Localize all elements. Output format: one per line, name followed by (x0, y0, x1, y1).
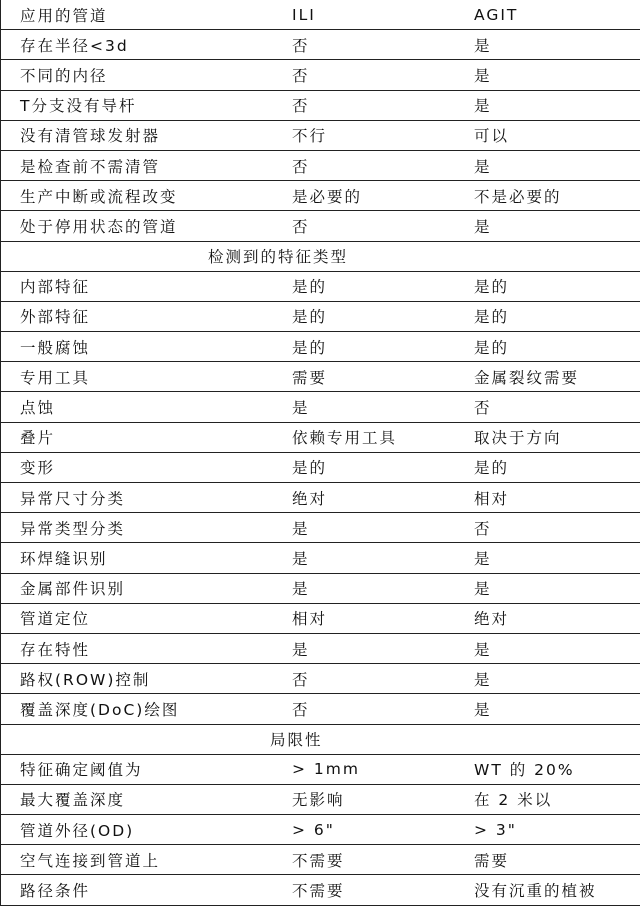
table-row (0, 755, 640, 785)
section-detected-feature-types (0, 242, 640, 272)
ili-value: > 6" (292, 820, 335, 839)
agit-value: 没有沉重的植被 (474, 882, 597, 901)
table-row (0, 302, 640, 332)
row-label: 空气连接到管道上 (20, 851, 161, 870)
row-label: 异常类型分类 (20, 519, 126, 538)
table-header-row (0, 0, 640, 30)
agit-value: 否 (474, 399, 492, 418)
row-label: 金属部件识别 (20, 580, 126, 599)
table-row (0, 30, 640, 60)
ili-value: 不行 (292, 127, 328, 146)
row-label: 点蚀 (20, 399, 56, 418)
row-label: 管道外径(OD) (20, 821, 135, 840)
agit-value: 是 (474, 700, 492, 719)
table-row (0, 121, 640, 151)
section-title: 局限性 (270, 731, 323, 750)
ili-value: 相对 (292, 610, 328, 629)
agit-value: 是 (474, 217, 492, 236)
section-title: 检测到的特征类型 (208, 248, 349, 267)
row-label: 专用工具 (20, 368, 91, 387)
table-row (0, 151, 640, 181)
agit-value: 是 (474, 670, 492, 689)
table-row (0, 785, 640, 815)
row-label: 异常尺寸分类 (20, 489, 126, 508)
ili-value: 需要 (292, 368, 328, 387)
table-row (0, 91, 640, 121)
agit-value: 在 2 米以 (474, 791, 553, 810)
agit-value: 是 (474, 36, 492, 55)
ili-value: 依赖专用工具 (292, 429, 398, 448)
ili-value: 是 (292, 399, 310, 418)
row-label: 不同的内径 (20, 66, 108, 85)
row-label: 路径条件 (20, 882, 91, 901)
row-label: 存在特性 (20, 640, 91, 659)
ili-value: 是的 (292, 338, 328, 357)
table-row (0, 604, 640, 634)
ili-value: 是 (292, 549, 310, 568)
ili-value: 是 (292, 640, 310, 659)
ili-value: 无影响 (292, 791, 345, 810)
table-row (0, 453, 640, 483)
agit-value: 是的 (474, 278, 510, 297)
agit-value: 取决于方向 (474, 429, 562, 448)
row-label: 叠片 (20, 429, 56, 448)
row-label: 生产中断或流程改变 (20, 187, 178, 206)
agit-value: 可以 (474, 127, 510, 146)
table-row (0, 634, 640, 664)
table-row (0, 543, 640, 573)
agit-value: 金属裂纹需要 (474, 368, 580, 387)
ili-value: 否 (292, 36, 310, 55)
agit-value: 是 (474, 97, 492, 116)
table-row (0, 392, 640, 422)
row-label: T分支没有导杆 (20, 97, 137, 116)
agit-value: 是的 (474, 308, 510, 327)
header-agit: AGIT (474, 5, 519, 24)
row-label: 是检查前不需清管 (20, 157, 161, 176)
agit-value: 是的 (474, 459, 510, 478)
row-label: 管道定位 (20, 610, 91, 629)
table-row (0, 875, 640, 905)
table-row (0, 181, 640, 211)
row-label: 覆盖深度(DoC)绘图 (20, 700, 180, 719)
ili-value: 是 (292, 580, 310, 599)
row-label: 路权(ROW)控制 (20, 670, 151, 689)
ili-value: 是必要的 (292, 187, 363, 206)
agit-value: 是 (474, 157, 492, 176)
row-label: 环焊缝识别 (20, 549, 108, 568)
row-label: 内部特征 (20, 278, 91, 297)
ili-value: 是 (292, 519, 310, 538)
header-applied-pipeline: 应用的管道 (20, 6, 108, 25)
ili-value: 不需要 (292, 851, 345, 870)
header-ili: ILI (292, 5, 316, 24)
table-row (0, 815, 640, 845)
row-label: 存在半径<3d (20, 36, 129, 55)
ili-value: 否 (292, 670, 310, 689)
ili-value: 否 (292, 97, 310, 116)
row-label: 一般腐蚀 (20, 338, 91, 357)
ili-value: 是的 (292, 308, 328, 327)
row-label: 特征确定阈值为 (20, 761, 143, 780)
ili-value: 是的 (292, 459, 328, 478)
agit-value: 不是必要的 (474, 187, 562, 206)
agit-value: 相对 (474, 489, 510, 508)
table-row (0, 272, 640, 302)
agit-value: 需要 (474, 851, 510, 870)
ili-value: 否 (292, 66, 310, 85)
agit-value: 是 (474, 580, 492, 599)
agit-value: > 3" (474, 820, 517, 839)
section-limitations (0, 725, 640, 755)
ili-value: 否 (292, 217, 310, 236)
agit-value: 是 (474, 640, 492, 659)
ili-value: 否 (292, 700, 310, 719)
table-row (0, 513, 640, 543)
table-row (0, 211, 640, 241)
row-label: 处于停用状态的管道 (20, 217, 178, 236)
row-label: 变形 (20, 459, 56, 478)
agit-value: 是的 (474, 338, 510, 357)
table-row (0, 845, 640, 875)
row-label: 外部特征 (20, 308, 91, 327)
ili-value: > 1mm (292, 760, 360, 779)
ili-value: 是的 (292, 278, 328, 297)
table-row (0, 664, 640, 694)
ili-value: 不需要 (292, 882, 345, 901)
table-row (0, 694, 640, 724)
table-row (0, 332, 640, 362)
table-row (0, 574, 640, 604)
agit-value: 是 (474, 66, 492, 85)
row-label: 没有清管球发射器 (20, 127, 161, 146)
ili-value: 否 (292, 157, 310, 176)
ili-value: 绝对 (292, 489, 328, 508)
table-row (0, 362, 640, 392)
table-row (0, 60, 640, 90)
table-row (0, 423, 640, 453)
row-label: 最大覆盖深度 (20, 791, 126, 810)
agit-value: 绝对 (474, 610, 510, 629)
table-row (0, 483, 640, 513)
agit-value: WT 的 20% (474, 761, 575, 780)
agit-value: 是 (474, 549, 492, 568)
agit-value: 否 (474, 519, 492, 538)
